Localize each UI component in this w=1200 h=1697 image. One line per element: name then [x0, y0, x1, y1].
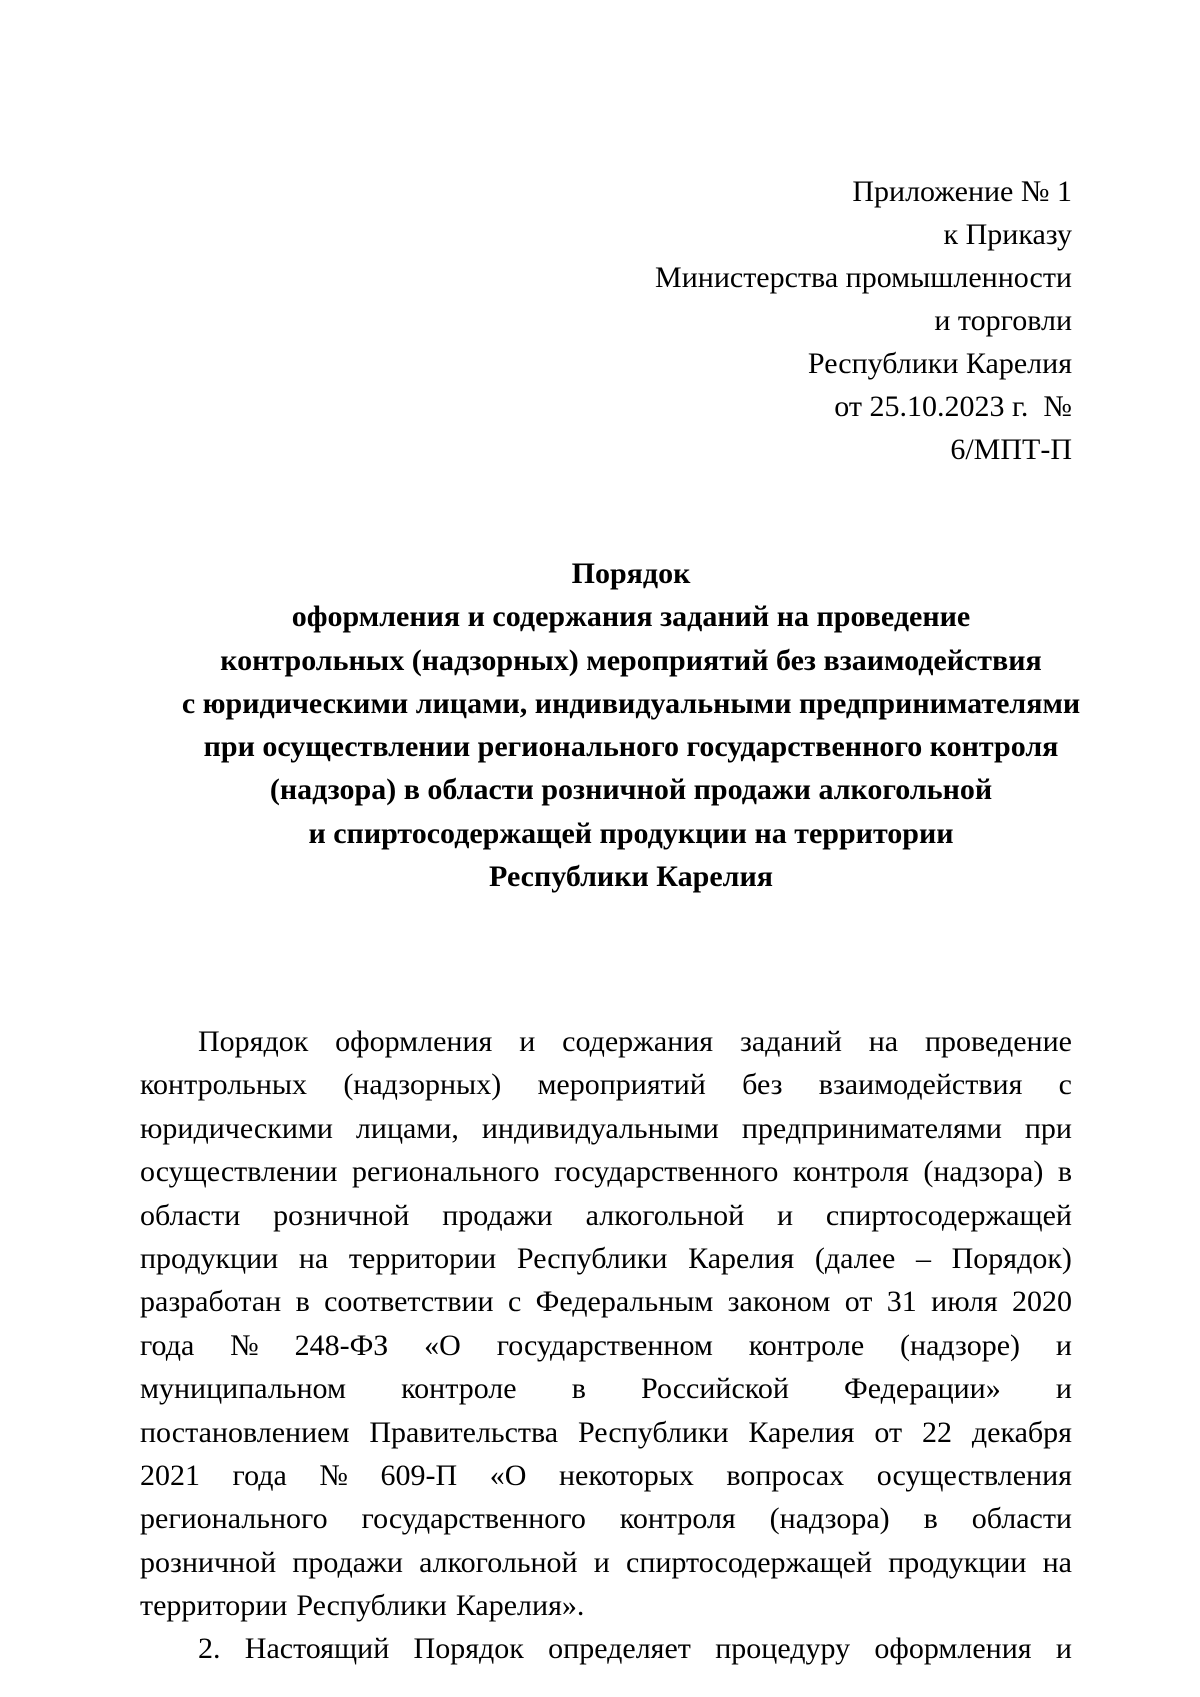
text-word: спиртосодержащей — [626, 1545, 873, 1579]
text-word: в — [571, 1372, 586, 1406]
text-word: осуществлении — [140, 1155, 338, 1189]
body-text — [140, 1020, 1072, 1671]
text-word: Карелия — [748, 1415, 855, 1449]
text-word: Российской — [641, 1372, 789, 1406]
text-line — [140, 1497, 1072, 1540]
text-word: на — [298, 1241, 329, 1275]
text-word: области — [140, 1198, 241, 1232]
text-word: 31 — [886, 1285, 917, 1319]
text-word: Правительства — [369, 1415, 559, 1449]
text-word: государственного — [361, 1502, 586, 1536]
text-word: муниципальном — [140, 1372, 346, 1406]
text-word: регионального — [140, 1502, 328, 1536]
text-word: некоторых — [558, 1458, 694, 1492]
text-word: предпринимателями — [741, 1111, 1002, 1145]
text-word: «О — [424, 1328, 461, 1362]
title-line: Республики Карелия — [489, 860, 773, 894]
text-word: в — [295, 1285, 310, 1319]
appendix-line: Министерства промышленности — [655, 261, 1072, 294]
text-word: разработан — [140, 1285, 282, 1319]
text-word: Настоящий — [244, 1632, 390, 1666]
text-line — [140, 1454, 1072, 1497]
text-word: алкогольной — [585, 1198, 745, 1232]
text-word: Порядок) — [951, 1241, 1072, 1275]
appendix-line: Республики Карелия — [807, 347, 1072, 380]
text-word: контроле — [401, 1372, 517, 1406]
text-word: оформления — [874, 1632, 1032, 1666]
text-word: от — [874, 1415, 903, 1449]
text-word: и — [1055, 1372, 1072, 1406]
text-word: «О — [489, 1458, 527, 1492]
text-word: от — [844, 1285, 873, 1319]
text-word: в — [1057, 1155, 1072, 1189]
title-line: контрольных (надзорных) мероприятий без взаимодействия — [220, 643, 1042, 677]
text-word: контроле — [748, 1328, 865, 1362]
text-word: соответствии — [324, 1285, 494, 1319]
text-word: территории — [348, 1241, 497, 1275]
text-word: государственного — [554, 1155, 779, 1189]
text-word: индивидуальными — [481, 1111, 719, 1145]
text-word: № — [230, 1328, 259, 1362]
text-word: продажи — [442, 1198, 553, 1232]
text-line — [140, 1280, 1072, 1323]
text-word: розничной — [273, 1198, 410, 1232]
text-word: – — [915, 1241, 931, 1275]
text-word: с — [1058, 1068, 1072, 1102]
text-line — [140, 1367, 1072, 1410]
text-word: без — [742, 1068, 783, 1102]
text-word: (надзоре) — [900, 1328, 1021, 1362]
text-word: контроля — [792, 1155, 909, 1189]
text-word: лицами, — [355, 1111, 459, 1145]
title-line: при осуществлении регионального государственного контроля — [203, 730, 1059, 764]
text-word: 609-П — [380, 1458, 458, 1492]
title-line: и спиртосодержащей продукции на территории — [308, 816, 954, 850]
text-word: Федеральным — [535, 1285, 714, 1319]
text-line — [140, 1107, 1072, 1150]
text-word: (надзорных) — [343, 1068, 502, 1102]
text-word: 2. — [198, 1632, 221, 1666]
document-title — [0, 552, 1200, 898]
text-word: 2021 — [140, 1458, 200, 1492]
text-word: (далее — [814, 1241, 896, 1275]
text-word: года — [140, 1328, 195, 1362]
text-line — [140, 1411, 1072, 1454]
title-line: с юридическими лицами, индивидуальными предпринимателями — [181, 686, 1081, 720]
text-word: (надзора) — [923, 1155, 1044, 1189]
text-word: процедуру — [715, 1632, 851, 1666]
text-word: проведение — [924, 1025, 1072, 1058]
text-line — [140, 1627, 1072, 1670]
text-word: мероприятий — [537, 1068, 706, 1102]
text-word: оформления — [335, 1025, 493, 1058]
text-line — [140, 1541, 1072, 1584]
text-word: июля — [931, 1285, 998, 1319]
appendix-line: к Приказу — [943, 218, 1072, 251]
text-word: юридическими — [140, 1111, 333, 1145]
text-line — [140, 1150, 1072, 1193]
appendix-line: и торговли — [934, 304, 1072, 337]
text-word: продукции — [888, 1545, 1027, 1579]
paragraph-1 — [140, 1020, 1072, 1627]
text-word: на — [1042, 1545, 1072, 1579]
text-word: с — [507, 1285, 522, 1319]
text-word: Федерации» — [844, 1372, 1001, 1406]
text-word: и — [1055, 1328, 1072, 1362]
text-word: Карелия — [688, 1241, 795, 1275]
text-word: года — [232, 1458, 287, 1492]
appendix-line: 6/МПТ-П — [950, 433, 1072, 466]
text-word: Карелия». — [455, 1589, 585, 1623]
text-word: 22 — [921, 1415, 952, 1449]
text-line — [140, 1020, 1072, 1063]
text-word: в — [923, 1502, 938, 1536]
text-word: при — [1024, 1111, 1072, 1145]
text-line — [140, 1324, 1072, 1367]
text-word: Республики — [578, 1415, 729, 1449]
title-line: оформления и содержания заданий на проведение — [291, 600, 971, 634]
appendix-header — [552, 170, 1072, 471]
text-line — [140, 1584, 1072, 1627]
text-word: на — [868, 1025, 899, 1058]
text-word: № — [319, 1458, 348, 1492]
text-word: заданий — [739, 1025, 842, 1058]
text-word: Порядок — [198, 1025, 309, 1058]
text-word: 248-ФЗ — [294, 1328, 389, 1362]
text-word: спиртосодержащей — [825, 1198, 1072, 1232]
text-word: государственном — [496, 1328, 713, 1362]
text-word: контрольных — [140, 1068, 308, 1102]
text-word: вопросах — [726, 1458, 845, 1492]
text-word: области — [971, 1502, 1072, 1536]
text-word: Республики — [516, 1241, 668, 1275]
text-word: и — [593, 1545, 610, 1579]
text-word: декабря — [971, 1415, 1072, 1449]
text-line — [140, 1237, 1072, 1280]
text-word: продукции — [140, 1241, 279, 1275]
text-line — [140, 1194, 1072, 1237]
text-line — [140, 1063, 1072, 1106]
appendix-line: от 25.10.2023 г. № — [834, 390, 1072, 423]
text-word: розничной — [140, 1545, 277, 1579]
text-word: и — [777, 1198, 794, 1232]
paragraph-2 — [140, 1627, 1072, 1670]
text-word: постановлением — [140, 1415, 350, 1449]
appendix-line: Приложение № 1 — [852, 175, 1072, 208]
text-word: Республики — [296, 1589, 447, 1623]
text-word: 2020 — [1012, 1285, 1072, 1319]
text-word: содержания — [562, 1025, 714, 1058]
title-line: (надзора) в области розничной продажи алкогольной — [269, 773, 993, 807]
text-word: территории — [140, 1589, 288, 1623]
text-word: Порядок — [413, 1632, 524, 1666]
text-word: и — [1055, 1632, 1072, 1666]
text-word: контроля — [619, 1502, 736, 1536]
text-word: продажи — [292, 1545, 403, 1579]
text-word: и — [519, 1025, 536, 1058]
text-word: законом — [727, 1285, 831, 1319]
text-word: определяет — [548, 1632, 691, 1666]
text-word: взаимодействия — [818, 1068, 1023, 1102]
text-word: регионального — [351, 1155, 540, 1189]
text-word: (надзора) — [769, 1502, 890, 1536]
title-line: Порядок — [571, 557, 691, 590]
text-word: осуществления — [876, 1458, 1072, 1492]
text-word: алкогольной — [419, 1545, 578, 1579]
